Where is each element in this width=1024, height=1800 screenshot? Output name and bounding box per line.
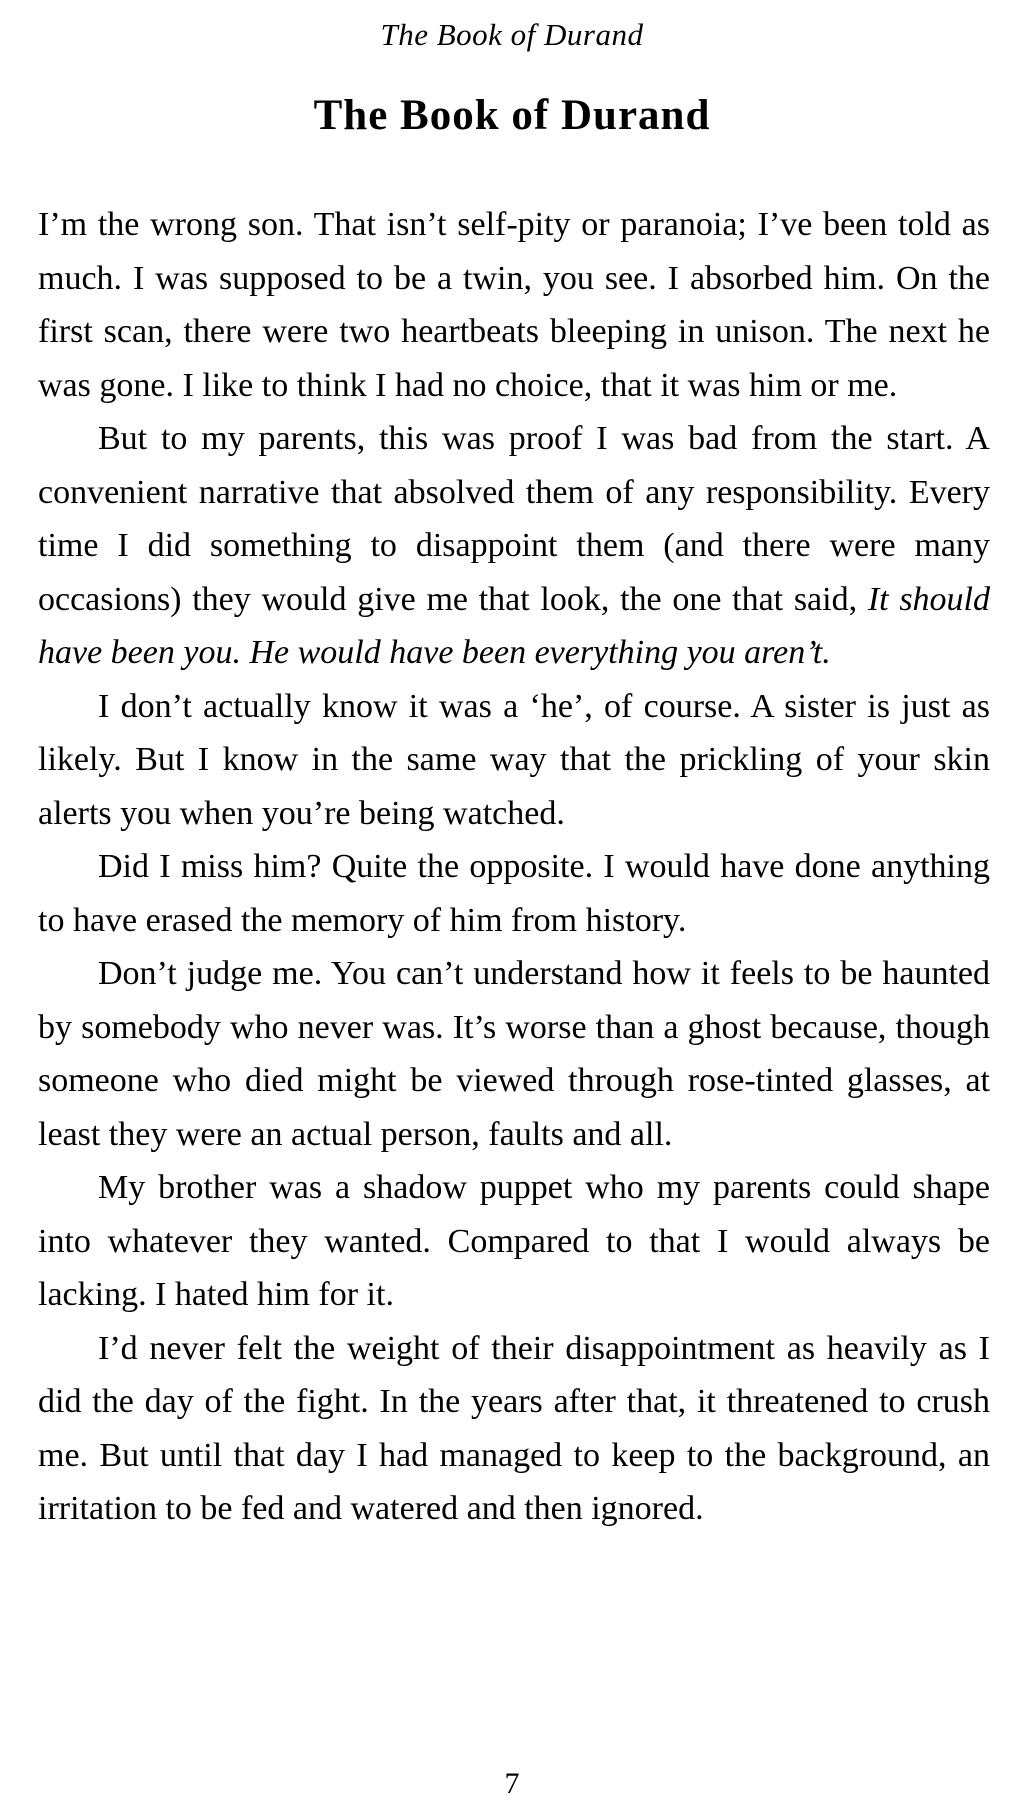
paragraph-2-text: But to my parents, this was proof I was bad from the start. A convenient narrative that absolved them of any responsibility. Every time I did something to disappoint them (and there were many occasions) they would give me that look, the one that said, [38, 420, 990, 618]
paragraph-6-text: My brother was a shadow puppet who my parents could shape into whatever they wanted. Compared to that I would always be lacking. I hated him for it. [38, 1169, 990, 1313]
paragraph-6 [38, 1161, 990, 1322]
page-number: 7 [504, 1767, 520, 1800]
body-text [38, 198, 990, 1536]
paragraph-3 [38, 680, 990, 841]
italic-quote: It should have been you. He would have been everything you aren’t. [38, 580, 990, 671]
paragraph-5 [38, 947, 990, 1161]
paragraph-3-text: I don’t actually know it was a ‘he’, of course. A sister is just as likely. But I know in the same way that the prickling of your skin alerts you when you’re being watched. [38, 687, 990, 832]
paragraph-1-text: I’m the wrong son. That isn’t self-pity or paranoia; I’ve been told as much. I was supposed to be a twin, you see. I absorbed him. On the first scan, there were two heartbeats bleeping in unison. The next he was gone. I like to think I had no choice, that it was him or me. [38, 206, 990, 404]
chapter-title: The Book of Durand [313, 92, 711, 139]
paragraph-7-text: I’d never felt the weight of their disappointment as heavily as I did the day of the fight. In the years after that, it threatened to crush me. But until that day I had managed to keep to the background, an irritation to be fed and watered and then ignored. [38, 1329, 990, 1527]
paragraph-5-text: Don’t judge me. You can’t understand how it feels to be haunted by somebody who never was. It’s worse than a ghost because, though someone who died might be viewed through rose-tinted glasses, at least they were an actual person, faults and all. [38, 955, 990, 1153]
paragraph-2 [38, 412, 990, 680]
paragraph-4 [38, 840, 990, 947]
paragraph-7 [38, 1322, 990, 1536]
paragraph-1 [38, 198, 990, 412]
running-head: The Book of Durand [380, 17, 644, 52]
paragraph-4-text: Did I miss him? Quite the opposite. I would have done anything to have erased the memory of him from history. [38, 848, 990, 939]
